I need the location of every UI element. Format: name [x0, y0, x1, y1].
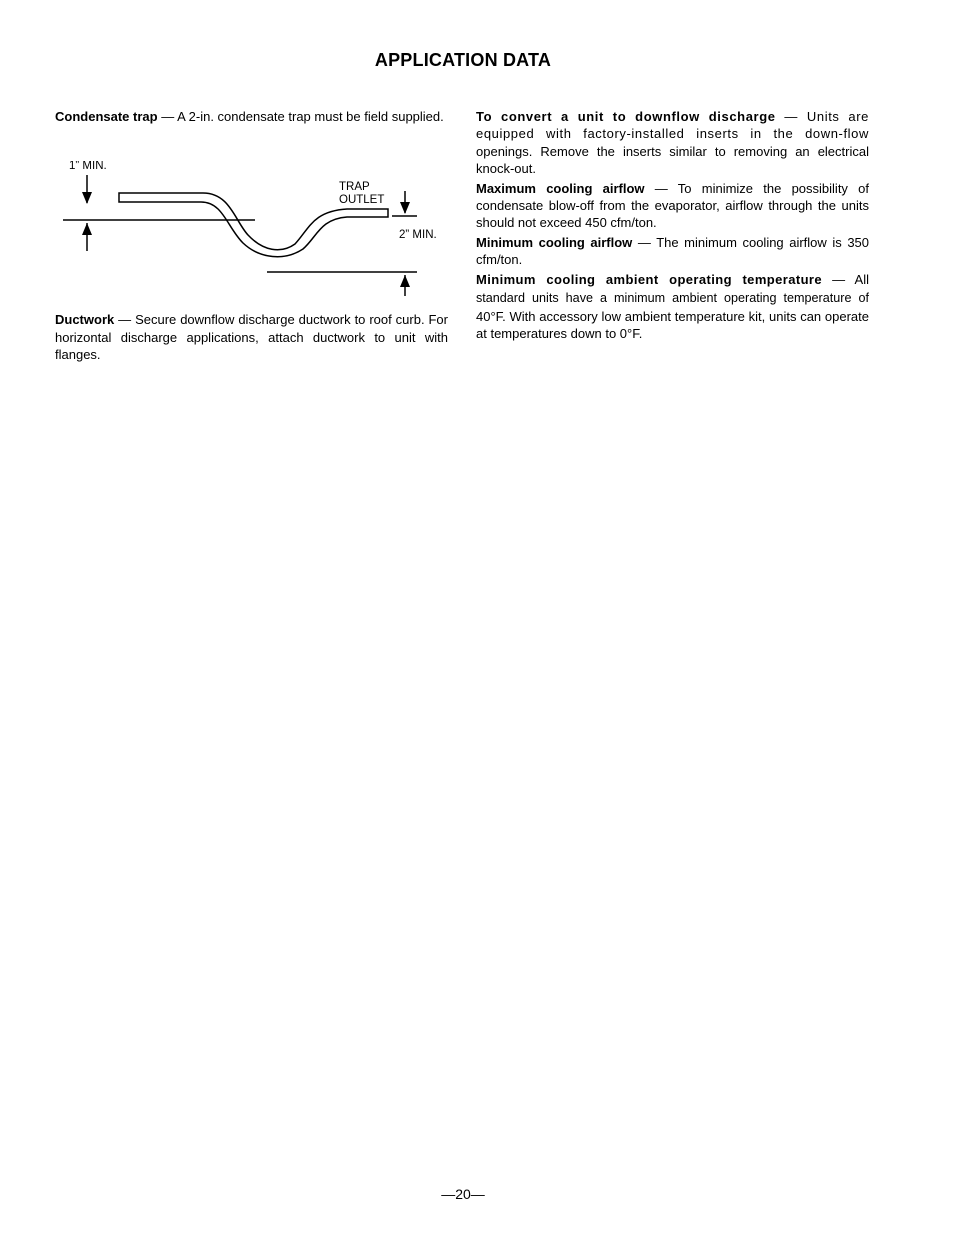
- arrow-2in-bottom-head: [400, 275, 410, 287]
- arrow-2in-top-head: [400, 202, 410, 214]
- right-column: [476, 108, 869, 345]
- min-airflow-heading: Minimum cooling airflow: [476, 235, 633, 251]
- min-temp-text-small: standard units have a minimum ambient operating temperature of: [476, 291, 869, 306]
- downflow-heading: To convert a unit to downflow discharge: [476, 109, 776, 124]
- left-column: [55, 108, 448, 366]
- max-airflow-paragraph: [476, 180, 869, 232]
- condensate-trap-text: — A 2-in. condensate trap must be field supplied.: [157, 109, 444, 124]
- max-airflow-heading: Maximum cooling airflow: [476, 180, 645, 196]
- ductwork-heading: Ductwork: [55, 312, 115, 328]
- label-1in-min: 1” MIN.: [69, 161, 107, 173]
- min-temp-paragraph: [476, 271, 869, 342]
- downflow-text-spaced: — Units are equipped with factory-installed inserts in the down-flow: [476, 109, 869, 142]
- downflow-text: openings. Remove the inserts similar to removing an electrical knock-out.: [476, 143, 869, 176]
- page-number: —20—: [441, 1186, 485, 1202]
- min-temp-heading: Minimum cooling ambient operating temperature: [476, 272, 822, 288]
- downflow-paragraph: [476, 108, 869, 177]
- min-airflow-text: — The minimum cooling airflow is 350 cfm/ton.: [476, 235, 870, 268]
- ductwork-text: — Secure downflow discharge ductwork to roof curb. For horizontal discharge applications, attach ductwork to unit with flanges.: [55, 312, 448, 362]
- label-outlet: OUTLET: [339, 194, 385, 207]
- condensate-trap-heading: Condensate trap: [55, 109, 158, 124]
- condensate-trap-paragraph: [55, 108, 448, 125]
- condensate-trap-diagram: [55, 161, 448, 296]
- ductwork-paragraph: [55, 311, 448, 363]
- page-title: APPLICATION DATA: [374, 50, 552, 70]
- max-airflow-text: — To minimize the possibility of condensate blow-off from the evaporator, airflow through the units should not exceed 450 cfm/ton.: [476, 180, 870, 231]
- label-2in-min: 2” MIN.: [399, 229, 437, 242]
- label-trap: TRAP: [339, 181, 370, 194]
- arrow-1in-top-head: [82, 192, 92, 204]
- min-airflow-paragraph: [476, 234, 869, 269]
- min-temp-text: 40°F. With accessory low ambient temperature kit, units can operate at temperatures down to 0°F.: [476, 308, 869, 342]
- arrow-1in-bottom-head: [82, 223, 92, 235]
- min-temp-text-lead: — All: [822, 272, 869, 288]
- trap-diagram-svg: [55, 161, 448, 296]
